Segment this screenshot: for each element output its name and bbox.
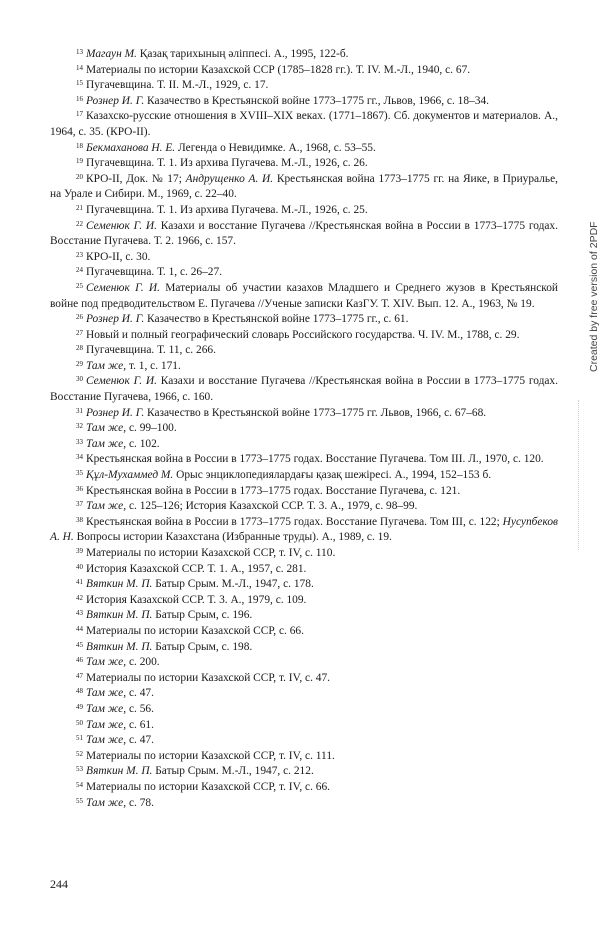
- footnote-text: Легенда о Невидимке. А., 1968, с. 53–55.: [178, 141, 376, 154]
- footnote-text: т. 1, с. 171.: [128, 359, 181, 372]
- footnote-author: Вяткин М. П.: [86, 609, 153, 622]
- footnote-item: [50, 312, 558, 328]
- footnote-author: Там же,: [86, 734, 127, 747]
- footnote-author: Там же,: [86, 718, 127, 731]
- footnote-number: 15: [76, 79, 83, 88]
- footnote-text: с. 47.: [128, 687, 154, 700]
- footnote-author: Там же,: [86, 422, 127, 435]
- footnote-item: [50, 281, 558, 312]
- footnote-text: КРО-II, Док. № 17;: [86, 172, 186, 185]
- footnote-number: 36: [76, 484, 83, 493]
- footnote-text: Казачество в Крестьянской войне 1773–1775 гг., Львов, 1966, с. 18–34.: [147, 94, 490, 107]
- footnote-number: 23: [76, 250, 83, 259]
- footnote-text: Қазақ тарихының әліппесі. А., 1995, 122-б.: [139, 48, 349, 60]
- footnote-number: 27: [76, 328, 83, 337]
- footnote-author: Там же,: [86, 500, 127, 513]
- footnote-author: Рознер И. Г.: [86, 94, 145, 107]
- footnote-item: [50, 702, 558, 718]
- footnote-text: Пугачевщина. Т. II. М.-Л., 1929, с. 17.: [86, 79, 269, 92]
- footnote-number: 38: [76, 515, 83, 524]
- footnote-list: [50, 47, 558, 811]
- footnote-item: [50, 796, 558, 812]
- footnote-author: Вяткин М. П.: [86, 765, 153, 778]
- footnote-number: 14: [76, 63, 83, 72]
- footnote-item: [50, 141, 558, 157]
- footnote-author: Вяткин М. П.: [86, 640, 153, 653]
- footnote-item: [50, 640, 558, 656]
- footnote-item: [50, 733, 558, 749]
- footnote-item: [50, 359, 558, 375]
- footnote-author: Там же,: [86, 437, 127, 450]
- footnote-item: [50, 624, 558, 640]
- footnote-item: [50, 437, 558, 453]
- footnote-number: 37: [76, 500, 83, 509]
- footnote-text: Материалы по истории Казахской ССР, т. IV, с. 111.: [86, 749, 335, 762]
- footnote-text: Пугачевщина. Т. 1. Из архива Пугачева. М.-Л., 1926, с. 26.: [86, 157, 368, 170]
- footnote-item: [50, 608, 558, 624]
- footnote-number: 46: [76, 656, 83, 665]
- footnote-author: Құл-Мухаммед М.: [86, 469, 174, 482]
- footnote-number: 28: [76, 344, 83, 353]
- footnote-text: Материалы по истории Казахской ССР, с. 66.: [86, 624, 304, 637]
- footnote-item: [50, 562, 558, 578]
- footnote-text: Материалы по истории Казахской ССР, т. IV, с. 47.: [86, 671, 331, 684]
- footnote-number: 32: [76, 422, 83, 431]
- footnote-text: Материалы по истории Казахской ССР, т. IV, с. 110.: [86, 547, 336, 559]
- footnote-number: 29: [76, 359, 83, 368]
- footnote-author: Магаун М.: [86, 48, 137, 60]
- footnote-number: 35: [76, 469, 83, 478]
- footnote-author: Бекмаханова Н. Е.: [86, 141, 176, 154]
- footnote-number: 49: [76, 702, 83, 711]
- footnote-text: с. 99–100.: [128, 422, 177, 435]
- footnote-item: [50, 328, 558, 344]
- footnote-number: 52: [76, 749, 83, 758]
- footnote-number: 48: [76, 687, 83, 696]
- footnote-number: 18: [76, 141, 83, 150]
- footnote-item: [50, 468, 558, 484]
- footnote-item: [50, 499, 558, 515]
- footnote-text: Батыр Срым, с. 196.: [155, 609, 253, 622]
- footnote-text: Вопросы истории Казахстана (Избранные труды). А., 1989, с. 19.: [76, 531, 392, 544]
- footnote-number: 30: [76, 375, 83, 384]
- footnote-item: [50, 406, 558, 422]
- footnote-item: [50, 421, 558, 437]
- footnote-item: [50, 655, 558, 671]
- footnote-text: Пугачевщина. Т. 11, с. 266.: [86, 344, 216, 357]
- footnote-number: 24: [76, 266, 83, 275]
- watermark: [576, 221, 600, 376]
- footnote-author: Там же,: [86, 702, 127, 715]
- footnote-text: Материалы по истории Казахской ССР, т. IV, с. 66.: [86, 780, 331, 793]
- footnote-item: [50, 374, 558, 405]
- footnote-number: 43: [76, 609, 83, 618]
- footnote-text: История Казахской ССР. Т. 3. А., 1979, с. 109.: [86, 593, 307, 606]
- footnote-author: Семенюк Г. И.: [86, 375, 157, 388]
- footnote-number: 41: [76, 578, 83, 587]
- footnote-number: 16: [76, 94, 83, 103]
- footnote-author: Там же,: [86, 656, 127, 669]
- footnote-item: [50, 63, 558, 79]
- footnote-author: Рознер И. Г.: [86, 406, 145, 419]
- footnote-text: Новый и полный географический словарь Российского государства. Ч. IV. М., 1788, с. 29.: [86, 328, 520, 341]
- footnote-number: 47: [76, 671, 83, 680]
- footnote-text: с. 125–126; История Казахской ССР. Т. 3. А., 1979, с. 98–99.: [128, 500, 418, 513]
- footnote-item: [50, 718, 558, 734]
- footnote-author: Нусупбеков А. Н.: [50, 515, 558, 544]
- footnote-item: [50, 219, 558, 250]
- footnote-author: Андрущенко А. И.: [185, 172, 274, 185]
- footnote-text: Казахско-русские отношения в XVIII–XIX веках. (1771–1867). Сб. документов и материалов. А., 1964, с. 35. (КРО-II).: [50, 110, 558, 138]
- footnote-item: [50, 78, 558, 94]
- footnote-item: [50, 780, 558, 796]
- footnote-text: История Казахской ССР. Т. 1. А., 1957, с. 281.: [86, 562, 307, 575]
- footnote-number: 39: [76, 547, 83, 555]
- footnote-text: Батыр Срым, с. 198.: [155, 640, 253, 653]
- footnote-number: 25: [76, 281, 83, 290]
- footnote-item: [50, 47, 558, 63]
- footnote-text: Казахи и восстание Пугачева //Крестьянская война в России в 1773–1775 годах. Восстание Пугачева. Т. 2. 1966, с. 157.: [50, 219, 558, 248]
- footnote-text: КРО-II, с. 30.: [86, 250, 151, 263]
- footnote-item: [50, 156, 558, 172]
- footnote-item: [50, 452, 558, 468]
- footnote-text: с. 56.: [128, 702, 154, 715]
- footnote-text: Казачество в Крестьянской войне 1773–1775 гг., с. 61.: [147, 313, 409, 326]
- footnote-number: 50: [76, 718, 83, 727]
- footnote-author: Там же,: [86, 687, 127, 700]
- footnote-number: 19: [76, 157, 83, 166]
- footnote-number: 53: [76, 765, 83, 774]
- footnote-text: Пугачевщина. Т. 1. Из архива Пугачева. М.-Л., 1926, с. 25.: [86, 203, 368, 216]
- footnote-number: 54: [76, 780, 83, 789]
- footnote-item: [50, 109, 558, 140]
- footnote-text: Казахи и восстание Пугачева //Крестьянская война в России в 1773–1775 годах. Восстание Пугачева, 1966, с. 160.: [50, 375, 558, 404]
- footnote-number: 40: [76, 562, 83, 571]
- footnote-text: Материалы по истории Казахской ССР (1785–1828 гг.). Т. IV. М.-Л., 1940, с. 67.: [86, 63, 471, 76]
- footnote-author: Семенюк Г. И.: [86, 281, 160, 294]
- footnote-text: с. 78.: [128, 796, 154, 809]
- footnote-number: 42: [76, 593, 83, 602]
- footnote-text: Орыс энциклопедиялардағы қазақ шежіресі. А., 1994, 152–153 б.: [176, 469, 492, 482]
- footnote-text: Крестьянская война в России в 1773–1775 годах. Восстание Пугачева. Том III, с. 122;: [86, 515, 503, 528]
- footnote-item: [50, 172, 558, 203]
- footnote-text: Батыр Срым. М.-Л., 1947, с. 178.: [155, 578, 314, 591]
- margin-dots: [578, 400, 587, 550]
- footnote-author: Там же,: [86, 796, 127, 809]
- footnote-number: 34: [76, 453, 83, 462]
- footnote-text: Пугачевщина. Т. 1, с. 26–27.: [86, 266, 223, 279]
- footnote-number: 55: [76, 796, 83, 805]
- footnote-text: с. 200.: [128, 656, 160, 669]
- footnote-number: 17: [76, 110, 83, 119]
- footnote-text: с. 47.: [128, 734, 154, 747]
- footnote-item: [50, 764, 558, 780]
- footnote-number: 21: [76, 203, 83, 212]
- footnote-item: [50, 686, 558, 702]
- watermark-text: Created by free version of 2PDF: [588, 221, 600, 372]
- footnote-item: [50, 343, 558, 359]
- footnote-author: Вяткин М. П.: [86, 578, 153, 591]
- footnote-item: [50, 94, 558, 110]
- footnote-number: 51: [76, 734, 83, 743]
- footnote-number: 44: [76, 624, 83, 633]
- footnote-text: Материалы об участии казахов Младшего и Среднего жузов в Крестьянской войне под предводительством Е. Пугачева //Ученые записки КазГУ. Т. XIV. Вып. 12. А., 1963, № 19.: [50, 281, 558, 310]
- footnote-author: Там же,: [86, 359, 127, 372]
- footnote-item: [50, 250, 558, 266]
- footnote-text: Крестьянская война в России в 1773–1775 годах. Восстание Пугачева. Том III. Л., 1970, с. 120.: [86, 453, 544, 466]
- footnote-item: [50, 577, 558, 593]
- footnote-item: [50, 749, 558, 765]
- footnote-item: [50, 593, 558, 609]
- footnote-text: Крестьянская война в России в 1773–1775 годах. Восстание Пугачева, с. 121.: [86, 484, 461, 497]
- footnote-item: [50, 203, 558, 219]
- footnote-number: 26: [76, 313, 83, 322]
- footnote-text: с. 61.: [128, 718, 154, 731]
- footnote-number: 13: [76, 48, 83, 56]
- footnote-item: [50, 515, 558, 546]
- footnote-text: Казачество в Крестьянской войне 1773–1775 гг. Львов, 1966, с. 67–68.: [147, 406, 487, 419]
- footnote-number: 22: [76, 219, 83, 228]
- footnote-author: Семенюк Г. И.: [86, 219, 157, 232]
- page-number: 244: [50, 877, 68, 891]
- footnote-item: [50, 546, 558, 562]
- footnote-text: с. 102.: [128, 437, 160, 450]
- footnote-number: 31: [76, 406, 83, 415]
- footnote-item: [50, 265, 558, 281]
- footnote-text: Крестьянская война 1773–1775 гг. на Яике, в Приуралье, на Урале и Сибири. М., 1969, с. 22–40.: [50, 172, 558, 201]
- footnote-number: 45: [76, 640, 83, 649]
- footnote-text: Батыр Срым. М.-Л., 1947, с. 212.: [155, 765, 314, 778]
- footnote-item: [50, 671, 558, 687]
- footnote-number: 33: [76, 437, 83, 446]
- footnote-number: 20: [76, 172, 83, 181]
- footnote-author: Рознер И. Г.: [86, 313, 145, 326]
- footnote-item: [50, 484, 558, 500]
